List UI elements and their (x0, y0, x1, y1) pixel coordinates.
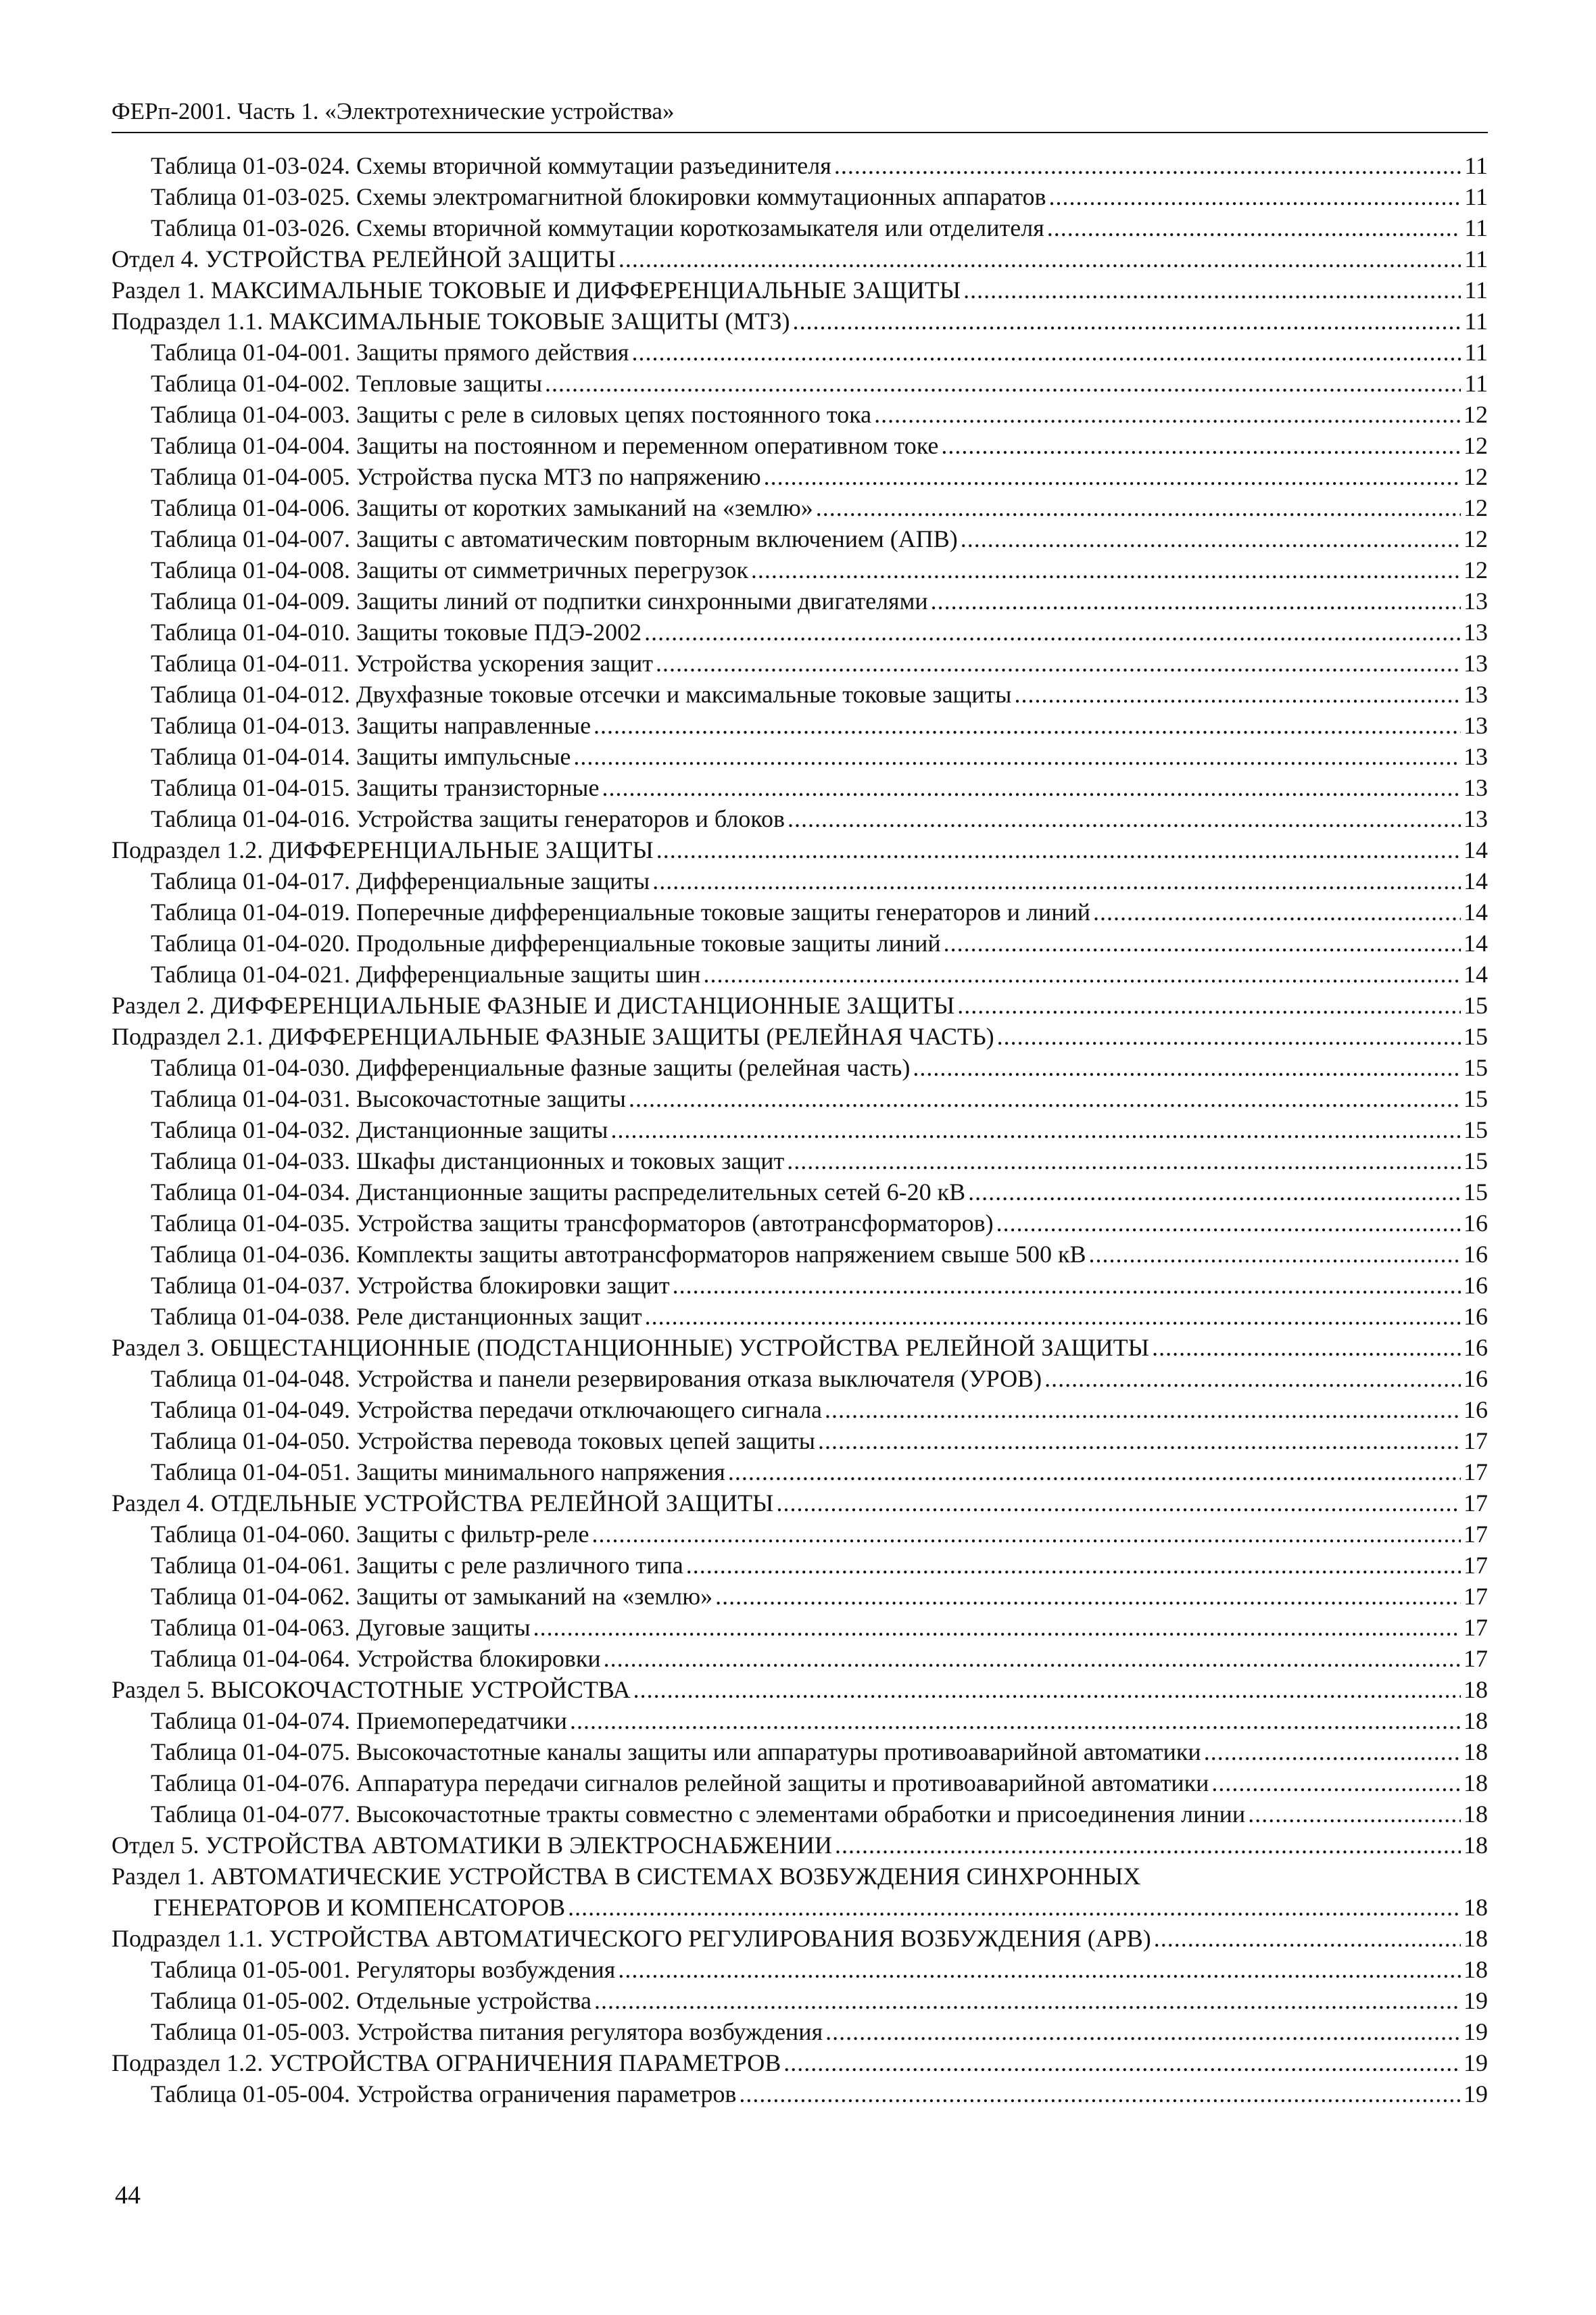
toc-entry-page: 19 (1464, 2080, 1488, 2107)
toc-entry-title: Таблица 01-04-033. Шкафы дистанционных и токовых защит (151, 1147, 785, 1174)
toc-entry-title: Таблица 01-04-035. Устройства защиты трансформаторов (автотрансформаторов) (151, 1210, 994, 1237)
toc-entry-page: 18 (1464, 1676, 1488, 1703)
toc-entry-page: 17 (1464, 1489, 1488, 1517)
dot-leader (1248, 1798, 1461, 1830)
toc-entry-page: 17 (1464, 1427, 1488, 1454)
dot-leader (776, 1487, 1461, 1519)
toc-entry-title: Таблица 01-04-049. Устройства передачи отключающего сигнала (151, 1396, 823, 1423)
toc-entry (112, 1861, 1488, 1923)
toc-entry-page: 12 (1464, 432, 1488, 459)
toc-entry-page: 11 (1464, 277, 1488, 304)
dot-leader (656, 648, 1461, 679)
toc-entry (112, 803, 1488, 834)
toc-entry (112, 1239, 1488, 1270)
toc-entry (112, 1363, 1488, 1394)
dot-leader (764, 461, 1461, 492)
toc-entry (112, 648, 1488, 679)
toc-entry (112, 1767, 1488, 1798)
toc-entry-title: Таблица 01-04-051. Защиты минимального напряжения (151, 1458, 725, 1485)
toc-entry (112, 897, 1488, 928)
toc-entry-title: Таблица 01-05-002. Отдельные устройства (151, 1987, 591, 2014)
toc-entry-page: 17 (1464, 1552, 1488, 1579)
dot-leader (957, 990, 1461, 1021)
dot-leader (792, 306, 1461, 337)
dot-leader (686, 1550, 1461, 1581)
toc-entry-title: Подраздел 1.1. УСТРОЙСТВА АВТОМАТИЧЕСКОГО РЕГУЛИРОВАНИЯ ВОЗБУЖДЕНИЯ (АРВ) (112, 1925, 1151, 1952)
toc-entry-title: Таблица 01-05-003. Устройства питания регулятора возбуждения (151, 2018, 823, 2045)
toc-entry-page: 11 (1464, 214, 1488, 241)
toc-entry-title: Таблица 01-04-019. Поперечные дифференциальные токовые защиты генераторов и линий (151, 899, 1090, 926)
toc-entry (112, 554, 1488, 586)
dot-leader (834, 150, 1461, 181)
toc-entry-title: Таблица 01-04-009. Защиты линий от подпитки синхронными двигателями (151, 588, 928, 615)
toc-entry-title: Таблица 01-04-060. Защиты с фильтр-реле (151, 1521, 589, 1548)
dot-leader (944, 928, 1461, 959)
toc-entry-page: 15 (1464, 1147, 1488, 1174)
toc-entry (112, 2078, 1488, 2109)
toc-entry (112, 212, 1488, 243)
toc-entry-title: Таблица 01-05-001. Регуляторы возбуждения (151, 1956, 616, 1983)
toc-entry-title: Таблица 01-04-037. Устройства блокировки защит (151, 1272, 670, 1299)
toc-entry-page: 18 (1464, 1769, 1488, 1796)
toc-entry (112, 1830, 1488, 1861)
toc-entry (112, 1643, 1488, 1674)
dot-leader (751, 554, 1461, 586)
toc-entry-page: 15 (1464, 992, 1488, 1019)
toc-entry-page: 13 (1464, 681, 1488, 708)
toc-entry-title: Таблица 01-03-026. Схемы вторичной коммутации короткозамыкателя или отделителя (151, 214, 1044, 241)
toc-entry-title: Таблица 01-04-076. Аппаратура передачи сигналов релейной защиты и противоаварийной автоматики (151, 1769, 1209, 1796)
toc-entry-page: 19 (1464, 1987, 1488, 2014)
toc-entry (112, 243, 1488, 275)
dot-leader (968, 1176, 1461, 1208)
dot-leader (1152, 1332, 1461, 1363)
toc-entry (112, 1705, 1488, 1736)
toc-entry (112, 1456, 1488, 1487)
dot-leader (825, 2016, 1461, 2047)
toc-entry (112, 1301, 1488, 1332)
toc-entry (112, 1114, 1488, 1145)
toc-entry (112, 430, 1488, 461)
running-header: ФЕРп-2001. Часть 1. «Электротехнические устройства» (112, 98, 675, 124)
toc-entry-title: Таблица 01-04-021. Дифференциальные защиты шин (151, 961, 701, 988)
toc-entry-title: Таблица 01-05-004. Устройства ограничения параметров (151, 2080, 737, 2107)
toc-entry-page: 19 (1464, 2018, 1488, 2045)
dot-leader (1204, 1736, 1461, 1767)
toc-entry-title: Раздел 5. ВЫСОКОЧАСТОТНЫЕ УСТРОЙСТВА (112, 1676, 631, 1703)
toc-entry-page: 12 (1464, 401, 1488, 428)
toc-entry-page: 18 (1464, 1956, 1488, 1983)
toc-entry-page: 15 (1464, 1054, 1488, 1081)
toc-entry-page: 13 (1464, 712, 1488, 739)
toc-entry-page: 18 (1464, 1707, 1488, 1734)
toc-entry (112, 275, 1488, 306)
dot-leader (996, 1208, 1461, 1239)
toc-entry-title: Таблица 01-04-002. Тепловые защиты (151, 370, 543, 397)
dot-leader (1047, 212, 1461, 243)
dot-leader (818, 1425, 1461, 1456)
toc-entry-title: Отдел 4. УСТРОЙСТВА РЕЛЕЙНОЙ ЗАЩИТЫ (112, 245, 616, 272)
dot-leader (787, 1145, 1461, 1176)
toc-entry (112, 1736, 1488, 1767)
dot-leader (739, 2078, 1461, 2109)
page-number: 44 (115, 2181, 141, 2210)
dot-leader (631, 337, 1461, 368)
toc-entry-page: 18 (1464, 1925, 1488, 1952)
toc-entry (112, 1394, 1488, 1425)
dot-leader (1093, 897, 1461, 928)
toc-entry-page: 16 (1464, 1241, 1488, 1268)
toc-entry-title: Таблица 01-04-010. Защиты токовые ПДЭ-2002 (151, 619, 642, 646)
dot-leader (570, 1705, 1461, 1736)
dot-leader (611, 1114, 1461, 1145)
toc-entry-page: 11 (1464, 183, 1488, 210)
toc-entry-page: 16 (1464, 1303, 1488, 1330)
toc-entry-page: 11 (1464, 370, 1488, 397)
toc-entry-title: Таблица 01-04-012. Двухфазные токовые отсечки и максимальные токовые защиты (151, 681, 1012, 708)
toc-entry-page: 18 (1464, 1738, 1488, 1765)
toc-entry-title: Таблица 01-04-014. Защиты импульсные (151, 743, 571, 770)
toc-entry (112, 1581, 1488, 1612)
toc-entry-page: 16 (1464, 1365, 1488, 1392)
toc-entry-title: Таблица 01-04-030. Дифференциальные фазные защиты (релейная часть) (151, 1054, 911, 1081)
toc-entry-title: Таблица 01-04-038. Реле дистанционных защит (151, 1303, 642, 1330)
toc-entry-page: 16 (1464, 1334, 1488, 1361)
dot-leader (568, 1892, 1461, 1923)
toc-entry (112, 1425, 1488, 1456)
dot-leader (594, 710, 1461, 741)
toc-entry (112, 741, 1488, 772)
dot-leader (545, 368, 1461, 399)
toc-entry-page: 14 (1464, 961, 1488, 988)
toc-entry-page: 13 (1464, 588, 1488, 615)
toc-entry-page: 16 (1464, 1210, 1488, 1237)
toc-entry (112, 181, 1488, 212)
toc-entry-page: 13 (1464, 774, 1488, 801)
toc-entry (112, 1612, 1488, 1643)
toc-entry-title: Подраздел 1.2. ДИФФЕРЕНЦИАЛЬНЫЕ ЗАЩИТЫ (112, 836, 654, 863)
dot-leader (913, 1052, 1461, 1083)
toc-entry-page: 15 (1464, 1116, 1488, 1143)
dot-leader (941, 430, 1461, 461)
toc-entry-title: Таблица 01-04-048. Устройства и панели резервирования отказа выключателя (УРОВ) (151, 1365, 1042, 1392)
toc-entry (112, 2047, 1488, 2078)
toc-entry (112, 586, 1488, 617)
toc-entry-title: Подраздел 1.2. УСТРОЙСТВА ОГРАНИЧЕНИЯ ПАРАМЕТРОВ (112, 2049, 781, 2076)
toc-entry-title: Таблица 01-04-064. Устройства блокировки (151, 1645, 601, 1672)
toc-entry-page: 13 (1464, 619, 1488, 646)
dot-leader (931, 586, 1461, 617)
table-of-contents (112, 150, 1488, 2109)
toc-entry-title: Таблица 01-04-074. Приемопередатчики (151, 1707, 567, 1734)
dot-leader (619, 243, 1461, 275)
toc-entry (112, 461, 1488, 492)
dot-leader (715, 1581, 1461, 1612)
toc-entry-page: 11 (1464, 245, 1488, 272)
toc-entry (112, 1487, 1488, 1519)
dot-leader (1211, 1767, 1461, 1798)
toc-entry (112, 1083, 1488, 1114)
dot-leader (788, 803, 1461, 834)
toc-entry-title: Таблица 01-04-011. Устройства ускорения защит (151, 650, 654, 677)
toc-entry (112, 928, 1488, 959)
toc-entry-page: 18 (1464, 1800, 1488, 1828)
toc-entry-title: Подраздел 1.1. МАКСИМАЛЬНЫЕ ТОКОВЫЕ ЗАЩИТЫ (МТЗ) (112, 308, 790, 335)
toc-entry (112, 1332, 1488, 1363)
toc-entry-title: Таблица 01-04-006. Защиты от коротких замыканий на «землю» (151, 494, 813, 521)
toc-entry-page: 11 (1464, 308, 1488, 335)
toc-entry (112, 1145, 1488, 1176)
toc-entry-title: Таблица 01-03-024. Схемы вторичной коммутации разъединителя (151, 152, 831, 179)
dot-leader (618, 1954, 1461, 1985)
toc-entry-title: Таблица 01-04-016. Устройства защиты генераторов и блоков (151, 805, 785, 832)
toc-entry (112, 1176, 1488, 1208)
toc-entry-title: Таблица 01-04-008. Защиты от симметричных перегрузок (151, 556, 748, 583)
toc-entry (112, 1923, 1488, 1954)
toc-entry-title: Таблица 01-04-003. Защиты с реле в силовых цепях постоянного тока (151, 401, 872, 428)
header-rule (112, 132, 1488, 133)
toc-entry-title: Таблица 01-04-007. Защиты с автоматическим повторным включением (АПВ) (151, 525, 958, 552)
dot-leader (997, 1021, 1461, 1052)
toc-entry-title-continued: ГЕНЕРАТОРОВ И КОМПЕНСАТОРОВ (153, 1894, 566, 1921)
toc-entry-title: Таблица 01-04-013. Защиты направленные (151, 712, 591, 739)
toc-entry (112, 1208, 1488, 1239)
toc-entry-page: 17 (1464, 1645, 1488, 1672)
toc-entry-title: Таблица 01-04-062. Защиты от замыканий на «землю» (151, 1583, 713, 1610)
toc-entry (112, 865, 1488, 897)
toc-entry (112, 1798, 1488, 1830)
toc-entry-page: 15 (1464, 1023, 1488, 1050)
toc-entry-title: Таблица 01-04-077. Высокочастотные тракты совместно с элементами обработки и присоединения линии (151, 1800, 1246, 1828)
toc-entry (112, 1052, 1488, 1083)
toc-entry-title: Таблица 01-04-050. Устройства перевода токовых цепей защиты (151, 1427, 815, 1454)
toc-entry-title: Таблица 01-04-005. Устройства пуска МТЗ по напряжению (151, 463, 761, 490)
toc-entry (112, 834, 1488, 865)
toc-entry-page: 12 (1464, 494, 1488, 521)
dot-leader (652, 865, 1461, 897)
dot-leader (629, 1083, 1461, 1114)
toc-entry (112, 368, 1488, 399)
toc-entry-page: 14 (1464, 836, 1488, 863)
toc-entry-page: 14 (1464, 899, 1488, 926)
toc-entry (112, 679, 1488, 710)
toc-entry-title: Таблица 01-04-075. Высокочастотные каналы защиты или аппаратуры противоаварийной автоматики (151, 1738, 1201, 1765)
toc-entry-title: Подраздел 2.1. ДИФФЕРЕНЦИАЛЬНЫЕ ФАЗНЫЕ ЗАЩИТЫ (РЕЛЕЙНАЯ ЧАСТЬ) (112, 1023, 994, 1050)
dot-leader (825, 1394, 1461, 1425)
toc-entry (112, 1021, 1488, 1052)
dot-leader (703, 959, 1461, 990)
toc-entry-title: Раздел 1. МАКСИМАЛЬНЫЕ ТОКОВЫЕ И ДИФФЕРЕНЦИАЛЬНЫЕ ЗАЩИТЫ (112, 277, 961, 304)
toc-entry-title: Таблица 01-03-025. Схемы электромагнитной блокировки коммутационных аппаратов (151, 183, 1046, 210)
toc-entry (112, 772, 1488, 803)
toc-entry-title: Отдел 5. УСТРОЙСТВА АВТОМАТИКИ В ЭЛЕКТРОСНАБЖЕНИИ (112, 1832, 832, 1859)
toc-entry (112, 337, 1488, 368)
dot-leader (592, 1519, 1461, 1550)
dot-leader (874, 399, 1461, 430)
toc-entry (112, 150, 1488, 181)
toc-entry-page: 18 (1464, 1894, 1488, 1921)
toc-entry-page: 11 (1464, 152, 1488, 179)
toc-entry (112, 617, 1488, 648)
dot-leader (1088, 1239, 1461, 1270)
toc-entry-page: 15 (1464, 1178, 1488, 1206)
toc-entry-page: 15 (1464, 1085, 1488, 1112)
toc-entry-page: 13 (1464, 805, 1488, 832)
toc-entry-title: Таблица 01-04-020. Продольные дифференциальные токовые защиты линий (151, 930, 941, 957)
toc-entry-page: 17 (1464, 1521, 1488, 1548)
toc-entry-title: Таблица 01-04-015. Защиты транзисторные (151, 774, 600, 801)
dot-leader (645, 1301, 1461, 1332)
toc-entry-page: 13 (1464, 650, 1488, 677)
toc-entry-page: 14 (1464, 930, 1488, 957)
toc-entry (112, 1985, 1488, 2016)
dot-leader (963, 275, 1461, 306)
toc-entry (112, 710, 1488, 741)
toc-entry-page: 16 (1464, 1272, 1488, 1299)
dot-leader (573, 741, 1461, 772)
toc-entry-title: Раздел 2. ДИФФЕРЕНЦИАЛЬНЫЕ ФАЗНЫЕ И ДИСТАНЦИОННЫЕ ЗАЩИТЫ (112, 992, 955, 1019)
toc-entry (112, 959, 1488, 990)
toc-entry-title: Таблица 01-04-061. Защиты с реле различного типа (151, 1552, 683, 1579)
toc-entry-page: 17 (1464, 1458, 1488, 1485)
toc-entry (112, 306, 1488, 337)
toc-entry-title: Таблица 01-04-031. Высокочастотные защиты (151, 1085, 626, 1112)
toc-entry (112, 1270, 1488, 1301)
dot-leader (673, 1270, 1461, 1301)
toc-entry (112, 1550, 1488, 1581)
toc-entry-page: 14 (1464, 867, 1488, 894)
toc-entry (112, 1519, 1488, 1550)
dot-leader (594, 1985, 1461, 2016)
toc-entry-title: Таблица 01-04-063. Дуговые защиты (151, 1614, 531, 1641)
dot-leader (644, 617, 1461, 648)
toc-entry-page: 11 (1464, 339, 1488, 366)
toc-entry (112, 399, 1488, 430)
toc-entry-title: Раздел 4. ОТДЕЛЬНЫЕ УСТРОЙСТВА РЕЛЕЙНОЙ ЗАЩИТЫ (112, 1489, 774, 1517)
toc-entry-title: Таблица 01-04-036. Комплекты защиты автотрансформаторов напряжением свыше 500 кВ (151, 1241, 1086, 1268)
toc-entry-page: 18 (1464, 1832, 1488, 1859)
dot-leader (604, 1643, 1461, 1674)
dot-leader (602, 772, 1461, 803)
toc-entry-page: 13 (1464, 743, 1488, 770)
toc-entry-page: 12 (1464, 556, 1488, 583)
dot-leader (1154, 1923, 1461, 1954)
dot-leader (1014, 679, 1461, 710)
toc-entry-page: 12 (1464, 463, 1488, 490)
dot-leader (835, 1830, 1461, 1861)
toc-entry (112, 1674, 1488, 1705)
dot-leader (633, 1674, 1461, 1705)
toc-entry-title: Таблица 01-04-017. Дифференциальные защиты (151, 867, 650, 894)
dot-leader (1048, 181, 1461, 212)
toc-entry-title: Таблица 01-04-001. Защиты прямого действия (151, 339, 629, 366)
toc-entry-title: Таблица 01-04-034. Дистанционные защиты распределительных сетей 6-20 кВ (151, 1178, 966, 1206)
dot-leader (728, 1456, 1461, 1487)
toc-entry-title: Таблица 01-04-004. Защиты на постоянном и переменном оперативном токе (151, 432, 939, 459)
toc-entry (112, 1954, 1488, 1985)
toc-entry (112, 2016, 1488, 2047)
dot-leader (816, 492, 1461, 523)
toc-entry-page: 12 (1464, 525, 1488, 552)
toc-entry-title: Таблица 01-04-032. Дистанционные защиты (151, 1116, 608, 1143)
toc-entry (112, 523, 1488, 554)
dot-leader (1044, 1363, 1461, 1394)
dot-leader (656, 834, 1461, 865)
toc-entry (112, 990, 1488, 1021)
toc-entry-title: Раздел 3. ОБЩЕСТАНЦИОННЫЕ (ПОДСТАНЦИОННЫЕ) УСТРОЙСТВА РЕЛЕЙНОЙ ЗАЩИТЫ (112, 1334, 1150, 1361)
toc-entry-page: 17 (1464, 1583, 1488, 1610)
toc-entry-title: Раздел 1. АВТОМАТИЧЕСКИЕ УСТРОЙСТВА В СИСТЕМАХ ВОЗБУЖДЕНИЯ СИНХРОННЫХ (112, 1863, 1141, 1890)
dot-leader (533, 1612, 1461, 1643)
toc-entry-page: 19 (1464, 2049, 1488, 2076)
toc-entry-page: 17 (1464, 1614, 1488, 1641)
dot-leader (783, 2047, 1461, 2078)
toc-entry (112, 492, 1488, 523)
dot-leader (961, 523, 1461, 554)
toc-entry-page: 16 (1464, 1396, 1488, 1423)
